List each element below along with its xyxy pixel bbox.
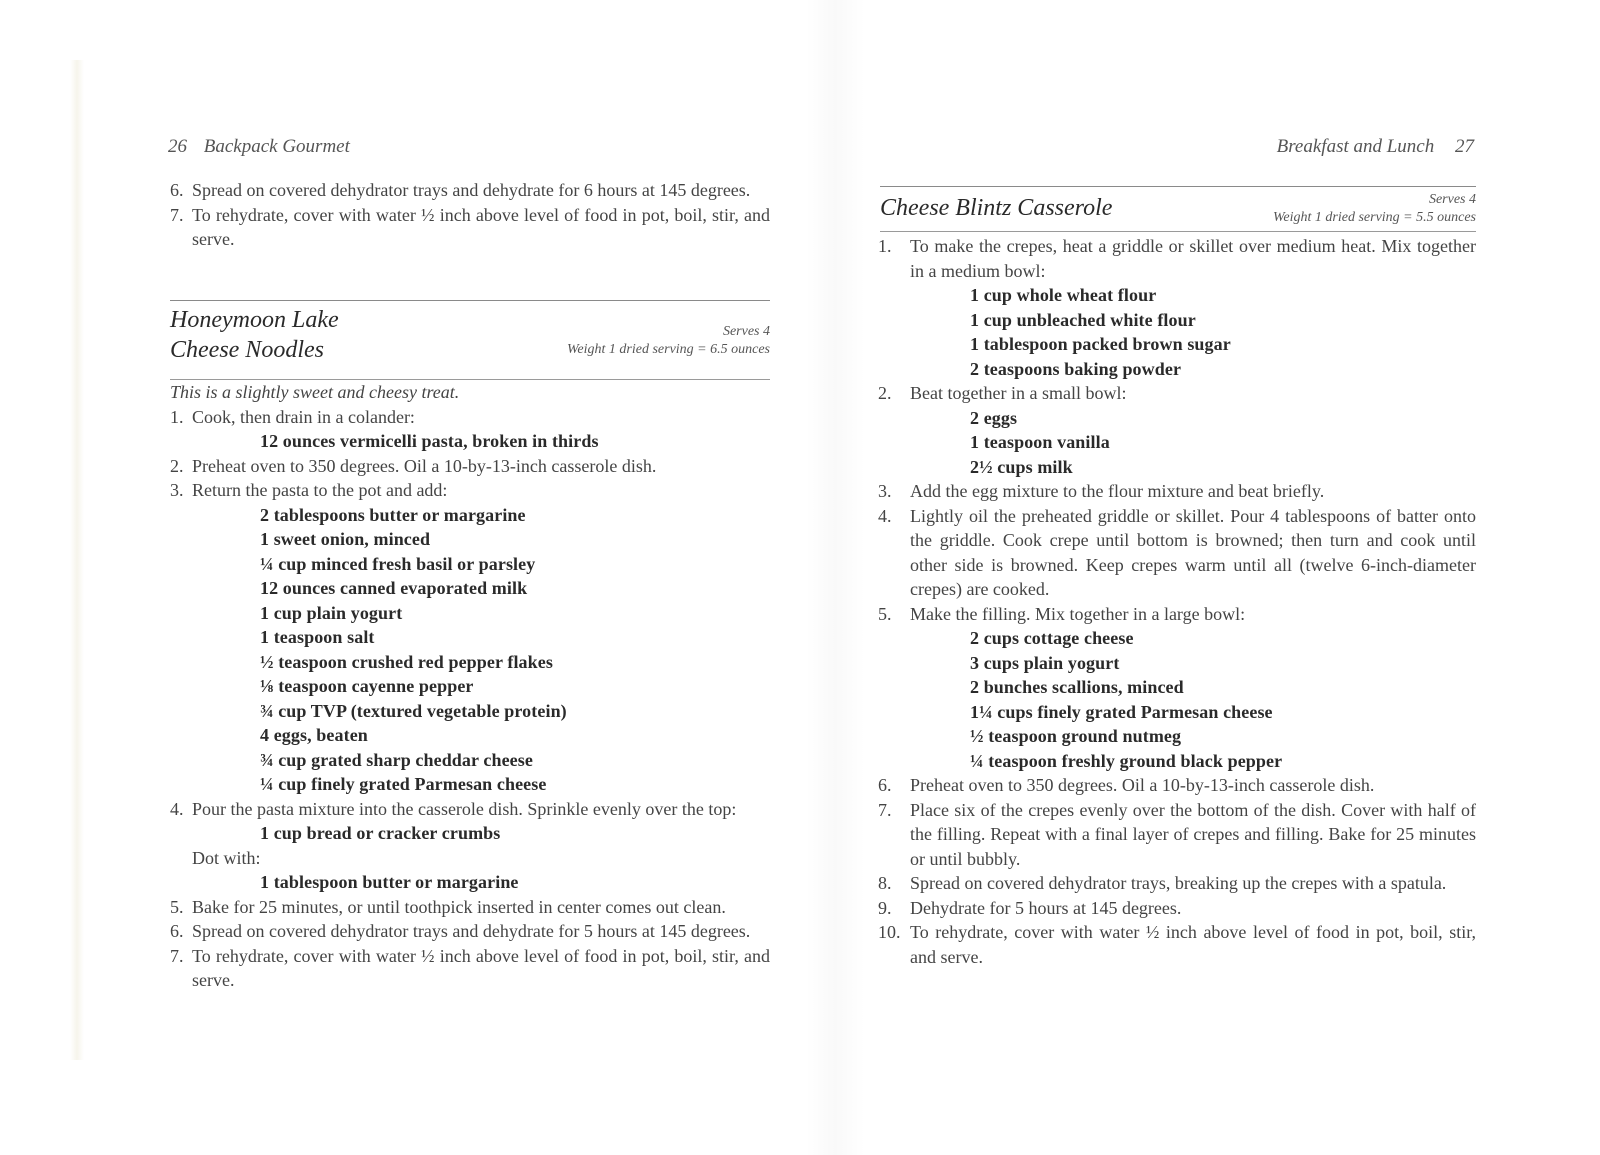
ingredient: 1¼ cups finely grated Parmesan cheese	[970, 701, 1273, 722]
list-item: 6. Preheat oven to 350 degrees. Oil a 10-by-13-inch casserole dish.	[878, 775, 1375, 795]
ingredient: ¼ teaspoon freshly ground black pepper	[970, 750, 1283, 771]
recipe-meta	[1273, 191, 1476, 227]
ingredient: 12 ounces vermicelli pasta, broken in thirds	[260, 431, 599, 451]
ingredient: 2 eggs	[970, 407, 1018, 428]
right-page-number: 27	[1455, 136, 1474, 157]
ingredient: ½ teaspoon crushed red pepper flakes	[260, 651, 553, 672]
ingredient: 2 bunches scallions, minced	[970, 677, 1184, 697]
list-item: 3. Add the egg mixture to the flour mixture and beat briefly.	[878, 481, 1325, 501]
serves-label: Serves 4	[1428, 192, 1476, 207]
recipe-header-left	[170, 300, 770, 380]
right-running-title: Breakfast and Lunch	[1276, 136, 1435, 157]
list-item: 5. Bake for 25 minutes, or until toothpick inserted in center comes out clean.	[170, 896, 726, 917]
header-rule-bottom	[880, 231, 1476, 232]
ingredient: 3 cups plain yogurt	[970, 652, 1120, 673]
left-running-title: Backpack Gourmet	[203, 136, 350, 157]
page-edge-shadow	[70, 60, 84, 1060]
list-item: 2. Preheat oven to 350 degrees. Oil a 10-by-13-inch casserole dish.	[170, 455, 657, 476]
ingredient: 4 eggs, beaten	[260, 725, 368, 745]
ingredient: 1 cup whole wheat flour	[970, 285, 1157, 305]
list-item: 6. Spread on covered dehydrator trays and dehydrate for 5 hours at 145 degrees.	[170, 921, 751, 941]
ingredient: ¼ cup minced fresh basil or parsley	[260, 553, 536, 574]
ingredient: 2 tablespoons butter or margarine	[260, 504, 526, 525]
list-item: 1. Cook, then drain in a colander:	[170, 406, 415, 427]
list-item: 4. Lightly oil the preheated griddle or skillet. Pour 4 tablespoons of batter onto the griddle. Cook crepe until bottom is browned; then turn and cook until other side is browned. Keep crepes warm until all (twelve 6-inch-diameter crepes) are cooked.	[878, 505, 1476, 599]
ingredient: 12 ounces canned evaporated milk	[260, 578, 528, 598]
recipe-intro: This is a slightly sweet and cheesy treat.	[170, 382, 460, 402]
ingredient: ¾ cup TVP (textured vegetable protein)	[260, 700, 567, 721]
ingredient: ¼ cup finely grated Parmesan cheese	[260, 774, 547, 794]
ingredient: 2 cups cottage cheese	[970, 628, 1134, 648]
weight-label: Weight 1 dried serving = 5.5 ounces	[1273, 210, 1476, 225]
ingredient: 2 teaspoons baking powder	[970, 358, 1182, 379]
weight-label: Weight 1 dried serving = 6.5 ounces	[567, 342, 770, 357]
recipe-title: Cheese Blintz Casserole	[880, 195, 1113, 221]
list-item: 10. To rehydrate, cover with water ½ inch above level of food in pot, boil, stir, and serve.	[878, 922, 1476, 967]
recipe-body-left	[170, 380, 770, 993]
list-item: 7. To rehydrate, cover with water ½ inch above level of food in pot, boil, stir, and serve.	[170, 945, 770, 990]
list-item: 5. Make the filling. Mix together in a large bowl:	[878, 603, 1246, 624]
ingredient: 1 teaspoon vanilla	[970, 432, 1110, 452]
recipe-title: Honeymoon Lake Cheese Noodles	[170, 307, 339, 363]
recipe-header-right	[880, 186, 1476, 232]
ingredient: 1 tablespoon packed brown sugar	[970, 334, 1231, 354]
ingredient: ½ teaspoon ground nutmeg	[970, 726, 1182, 746]
ingredient: ⅛ teaspoon cayenne pepper	[260, 676, 474, 696]
ingredient: 1 cup bread or cracker crumbs	[260, 823, 501, 843]
gutter-shadow	[805, 0, 865, 1155]
list-item: 2. Beat together in a small bowl:	[878, 383, 1127, 403]
list-item: 1. To make the crepes, heat a griddle or skillet over medium heat. Mix together in a medium bowl:	[878, 236, 1476, 281]
ingredient: 1 sweet onion, minced	[260, 529, 431, 549]
list-item: 4. Pour the pasta mixture into the casserole dish. Sprinkle evenly over the top:	[170, 798, 737, 819]
serves-label: Serves 4	[722, 324, 770, 339]
list-item: 6. Spread on covered dehydrator trays and dehydrate for 6 hours at 145 degrees.	[170, 180, 751, 200]
right-page	[880, 0, 1476, 1155]
list-item: 7. To rehydrate, cover with water ½ inch above level of food in pot, boil, stir, and serve.	[170, 204, 770, 249]
ingredient: ¾ cup grated sharp cheddar cheese	[260, 749, 533, 770]
recipe-meta	[567, 323, 770, 359]
dot-with-label: Dot with:	[192, 847, 261, 868]
list-item: 9. Dehydrate for 5 hours at 145 degrees.	[878, 897, 1182, 918]
right-running-head	[1277, 136, 1474, 158]
recipe-body-right	[880, 234, 1476, 969]
ingredient: 1 teaspoon salt	[260, 627, 375, 647]
left-page-number: 26	[168, 136, 187, 157]
list-item: 8. Spread on covered dehydrator trays, breaking up the crepes with a spatula.	[878, 873, 1447, 893]
left-running-head	[168, 136, 350, 158]
continued-steps	[170, 178, 770, 252]
left-page	[170, 0, 770, 1155]
ingredient: 2½ cups milk	[970, 456, 1073, 477]
ingredient: 1 tablespoon butter or margarine	[260, 872, 519, 892]
list-item: 3. Return the pasta to the pot and add:	[170, 480, 448, 500]
list-item: 7. Place six of the crepes evenly over the bottom of the dish. Cover with half of the filling. Repeat with a final layer of crepes and filling. Bake for 25 minutes or until bubbly.	[878, 799, 1476, 869]
ingredient: 1 cup plain yogurt	[260, 602, 403, 623]
ingredient: 1 cup unbleached white flour	[970, 309, 1196, 330]
